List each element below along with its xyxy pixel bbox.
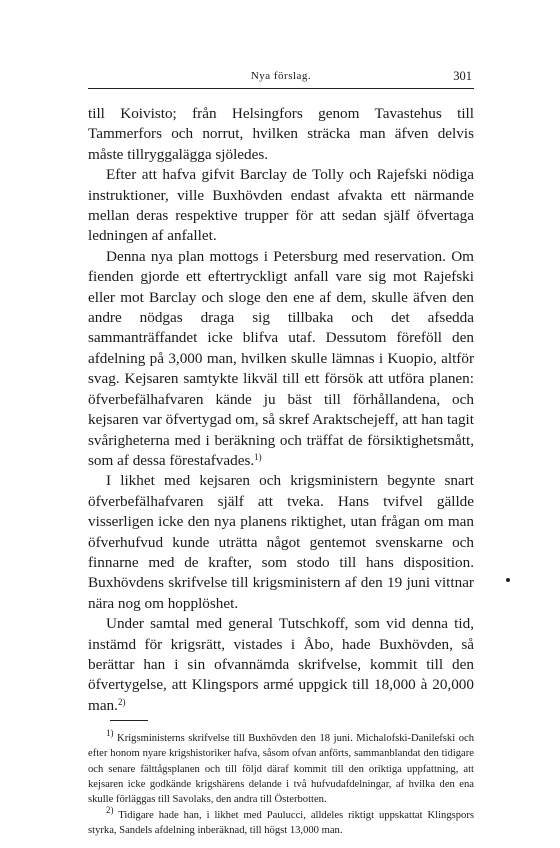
body-text	[88, 104, 474, 716]
footnote-mark: 2)	[106, 804, 114, 815]
running-title: Nya förslag.	[250, 70, 312, 82]
footnote	[88, 804, 474, 839]
book-page	[88, 66, 474, 838]
footnote-mark: 1)	[106, 728, 114, 739]
paragraph: till Koivisto; från Helsingfors genom Tavastehus till Tammerfors och norrut, hvilken sträcka man äfven delvis måste tillryggalägga sjöledes.	[88, 105, 474, 163]
paragraph: Efter att hafva gifvit Barclay de Tolly och Rajefski nödiga instruktioner, ville Buxhövden endast afvakta ett närmande mellan deras respektive trupper för att sedan själf öfvertaga ledningen af anfallet.	[88, 166, 474, 245]
margin-dot	[506, 578, 510, 582]
footnote-ref: 2)	[117, 696, 126, 707]
paragraph	[88, 247, 474, 471]
paragraph-text: Denna nya plan mottogs i Petersburg med reservation. Om fienden gjorde ett eftertryckligt anfall vare sig mot Rajefski eller mot Barclay och sloge den ene af dem, skulle äfven den andre nödgas draga sig tillbaka och det afsedda sammanträffandet icke blifva utaf. Dessutom föreföll den afdelning på 3,000 man, hvilken skulle lämnas i Kuopio, altför svag. Kejsaren samtykte likväl till ett försök att utföra planen: öfverbefälhafvaren kände ju bäst till förhållandena, och kejsaren var öfvertygad om, så skref Araktschejeff, att han tagit svårigheterna med i beräkning och träffat de försiktighetsmått, som af dessa förestafvades.	[88, 247, 474, 469]
footnote-divider	[110, 720, 148, 721]
page-number: 301	[453, 69, 472, 83]
footnote-ref: 1)	[254, 451, 262, 462]
footnote-text: Krigsministerns skrifvelse till Buxhövden den 18 juni. Michalofski-Danilefski och efter honom nyare krigshistoriker hafva, såsom ofvan anförts, sammanblandat den tidigare och senare fälttågsplanen och till följd däraf kommit till den oriktiga uppfattning, att kejsaren icke godkände krigshärens delande i två hufvudafdelningar, af hvilka den ena skulle förläggas till Savolaks, den andra till Österbotten.	[88, 733, 474, 806]
footnote	[88, 728, 474, 807]
footnote-text: Tidigare hade han, i likhet med Paulucci, alldeles riktigt uppskattat Klingspors styrka, Sandels afdelning inberäknad, till högst 13,000 man.	[88, 809, 474, 836]
paragraph-text: Under samtal med general Tutschkoff, som vid denna tid, instämd för krigsrätt, vistades i Åbo, hade Buxhövden, så berättar han i sin ofvannämda skrifvelse, kommit till den öfvertygelse, att Klingspors armé uppgick till 18,000 à 20,000 man.	[88, 615, 474, 714]
running-header	[88, 66, 474, 89]
footnotes	[88, 728, 474, 838]
paragraph: I likhet med kejsaren och krigsministern begynte snart öfverbefälhafvaren själf att tveka. Hans tvifvel gällde visserligen icke den nya planens riktighet, utan frågan om man öfverhufvud kunde uträtta något gentemot svenskarne och finnarne med de krafter, som stodo till hans disposition. Buxhövdens skrifvelse till krigsministern af den 19 juni vittnar nära nog om hopplöshet.	[88, 472, 474, 612]
paragraph	[88, 614, 474, 716]
